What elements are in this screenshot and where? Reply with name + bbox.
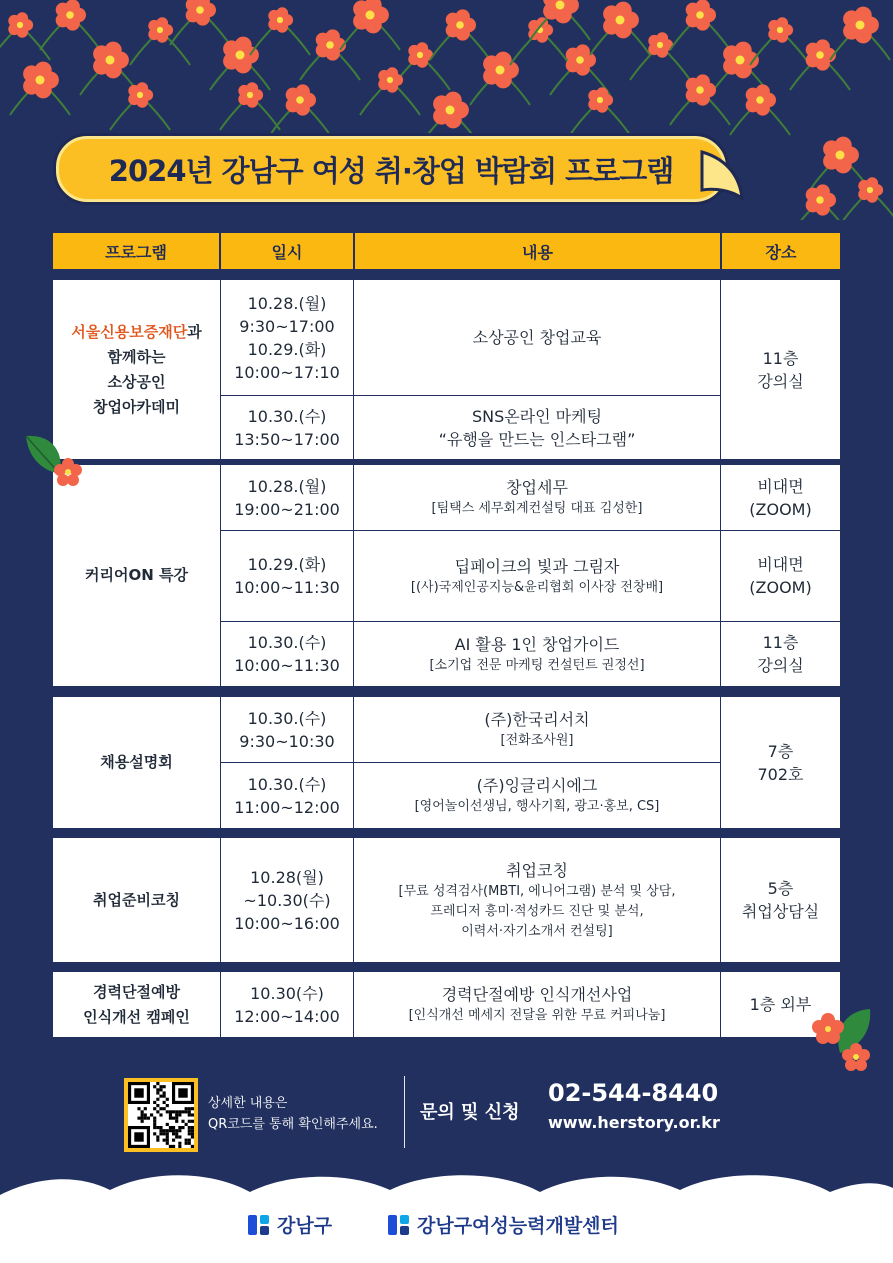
website-link[interactable]: www.herstory.or.kr bbox=[548, 1113, 720, 1132]
content-cell: 취업코칭 [무료 성격검사(MBTI, 에니어그램) 분석 및 상담, 프레디저 흥미·적성카드 진단 및 분석, 이력서·자기소개서 컨설팅] bbox=[398, 860, 676, 939]
qr-instruction: 상세한 내용은 QR코드를 통해 확인해주세요. bbox=[208, 1096, 378, 1132]
content-cell: AI 활용 1인 창업가이드 [소기업 전문 마케팅 컨설턴트 권정선] bbox=[429, 634, 645, 673]
logo-text: 강남구 bbox=[277, 1215, 333, 1237]
section-career-on bbox=[53, 465, 840, 686]
qr-code-icon bbox=[128, 1082, 194, 1148]
program-text: 과 bbox=[187, 322, 202, 341]
date-cell: 10.30(수) 12:00~14:00 bbox=[234, 983, 340, 1026]
date-cell: 10.29.(화) 10:00~11:30 bbox=[234, 555, 340, 597]
program-text: 창업아카데미 bbox=[93, 397, 180, 416]
place-cell: 1층 외부 bbox=[749, 995, 812, 1014]
program-text: 함께하는 bbox=[107, 347, 166, 366]
contact-label: 문의 및 신청 bbox=[420, 1102, 520, 1123]
date-cell: 10.28.(월) 19:00~21:00 bbox=[234, 476, 340, 519]
program-name: 경력단절예방 인식개선 캠페인 bbox=[83, 982, 190, 1026]
section-startup-academy bbox=[53, 280, 840, 459]
page-title: 2024년 강남구 여성 취·창업 박람회 프로그램 bbox=[53, 133, 729, 205]
content-cell: 딥페이크의 빛과 그림자 [(사)국제인공지능&윤리협회 이사장 전창배] bbox=[410, 556, 664, 595]
qr-code[interactable] bbox=[124, 1078, 198, 1152]
gangnam-symbol-icon bbox=[246, 1212, 272, 1238]
section-job-coaching bbox=[53, 838, 840, 962]
leaf-flower-icon bbox=[22, 430, 92, 490]
paper-curl-icon bbox=[700, 150, 744, 200]
footer-divider bbox=[404, 1076, 405, 1148]
leaf-flower-icon bbox=[800, 1005, 880, 1080]
date-cell: 10.28.(월) 9:30~17:00 10.29.(화) 10:00~17:10 bbox=[234, 293, 340, 382]
program-name: 취업준비코칭 bbox=[93, 890, 180, 909]
section-campaign bbox=[53, 972, 840, 1037]
date-cell: 10.30.(수) 13:50~17:00 bbox=[234, 406, 340, 449]
header-content: 내용 bbox=[355, 233, 720, 269]
date-cell: 10.30.(수) 10:00~11:30 bbox=[234, 633, 340, 675]
date-cell: 10.30.(수) 11:00~12:00 bbox=[234, 774, 340, 817]
content-cell: (주)잉글리시에그 [영어놀이선생님, 행사기획, 광고·홍보, CS] bbox=[414, 776, 660, 814]
content-cell: SNS온라인 마케팅 “유행을 만드는 인스타그램” bbox=[438, 406, 636, 449]
date-cell: 10.28(월) ~10.30(수) 10:00~16:00 bbox=[234, 867, 340, 933]
logo-text: 강남구여성능력개발센터 bbox=[417, 1215, 619, 1237]
place-cell: 비대면 (ZOOM) bbox=[749, 555, 812, 597]
place-cell: 7층 702호 bbox=[757, 741, 804, 784]
phone-number[interactable]: 02-544-8440 bbox=[548, 1079, 719, 1107]
header-place: 장소 bbox=[722, 233, 840, 269]
place-cell: 5층 취업상담실 bbox=[741, 879, 820, 921]
content-cell: 경력단절예방 인식개선사업 [인식개선 메세지 전달을 위한 무료 커피나눔] bbox=[408, 985, 666, 1023]
header-date: 일시 bbox=[221, 233, 353, 269]
gangnam-logo bbox=[246, 1211, 332, 1238]
section-recruitment bbox=[53, 697, 840, 828]
date-cell: 10.30.(수) 9:30~10:30 bbox=[239, 708, 335, 751]
content-cell: (주)한국리서치 [전화조사원] bbox=[484, 710, 590, 748]
content-cell: 창업세무 [팀택스 세무회계컨설팅 대표 김성한] bbox=[431, 478, 643, 516]
program-name: 커리어ON 특강 bbox=[85, 566, 188, 584]
header-program: 프로그램 bbox=[53, 233, 219, 269]
program-highlight: 서울신용보증재단 bbox=[71, 322, 188, 341]
place-cell: 11층 강의실 bbox=[757, 633, 804, 675]
content-cell: 소상공인 창업교육 bbox=[472, 328, 602, 347]
place-cell: 비대면 (ZOOM) bbox=[749, 476, 812, 519]
place-cell: 11층 강의실 bbox=[757, 348, 804, 391]
gangnam-symbol-icon bbox=[386, 1212, 412, 1238]
program-text: 소상공인 bbox=[107, 372, 166, 391]
center-logo bbox=[386, 1211, 619, 1238]
program-name: 채용설명회 bbox=[100, 753, 173, 771]
